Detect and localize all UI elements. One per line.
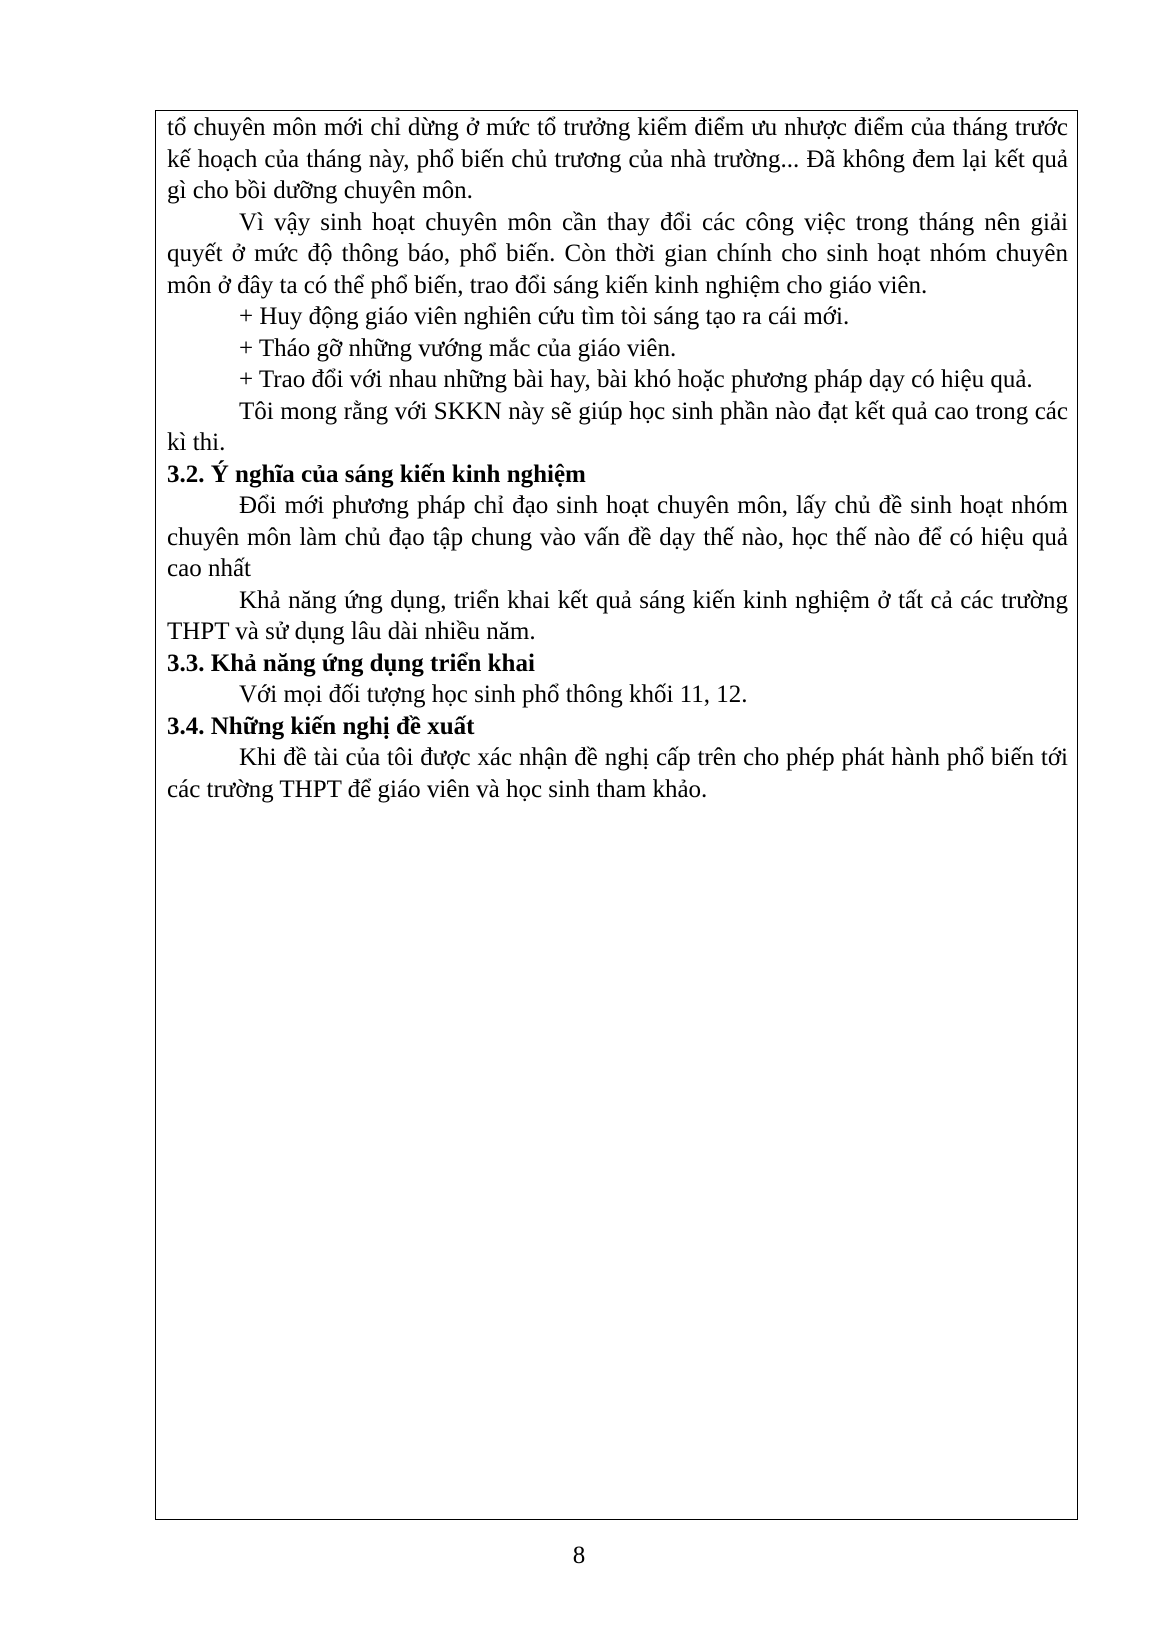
page-number: 8 xyxy=(572,1542,586,1569)
paragraph: Vì vậy sinh hoạt chuyên môn cần thay đổi các công việc trong tháng nên giải quyết ở mức độ thông báo, phổ biến. Còn thời gian chính cho sinh hoạt nhóm chuyên môn ở đây ta có thể phổ biến, trao đổi sáng kiến kinh nghiệm cho giáo viên. xyxy=(167,208,1068,299)
paragraph: Khi đề tài của tôi được xác nhận đề nghị cấp trên cho phép phát hành phổ biến tới các trường THPT để giáo viên và học sinh tham khảo. xyxy=(167,744,1068,803)
bullet-item: + Tháo gỡ những vướng mắc của giáo viên. xyxy=(239,334,677,362)
document-body xyxy=(167,112,1068,805)
bullet-item: + Huy động giáo viên nghiên cứu tìm tòi sáng tạo ra cái mới. xyxy=(239,303,850,330)
section-heading-3-4: 3.4. Những kiến nghị đề xuất xyxy=(167,712,475,740)
paragraph: Với mọi đối tượng học sinh phổ thông khối 11, 12. xyxy=(239,681,748,708)
bullet-item: + Trao đổi với nhau những bài hay, bài khó hoặc phương pháp dạy có hiệu quả. xyxy=(239,366,1033,393)
paragraph-continued: tổ chuyên môn mới chỉ dừng ở mức tổ trưởng kiểm điểm ưu nhược điểm của tháng trước kế hoạch của tháng này, phổ biến chủ trương của nhà trường... Đã không đem lại kết quả gì cho bồi dưỡng chuyên môn. xyxy=(167,114,1068,204)
section-heading-3-3: 3.3. Khả năng ứng dụng triển khai xyxy=(167,649,535,677)
paragraph: Tôi mong rằng với SKKN này sẽ giúp học sinh phần nào đạt kết quả cao trong các kì thi. xyxy=(167,397,1068,456)
paragraph: Đổi mới phương pháp chỉ đạo sinh hoạt chuyên môn, lấy chủ đề sinh hoạt nhóm chuyên môn làm chủ đạo tập chung vào vấn đề dạy thế nào, học thế nào để có hiệu quả cao nhất xyxy=(167,492,1068,582)
section-heading-3-2: 3.2. Ý nghĩa của sáng kiến kinh nghiệm xyxy=(167,460,586,488)
paragraph: Khả năng ứng dụng, triển khai kết quả sáng kiến kinh nghiệm ở tất cả các trường THPT và sử dụng lâu dài nhiều năm. xyxy=(167,586,1068,645)
